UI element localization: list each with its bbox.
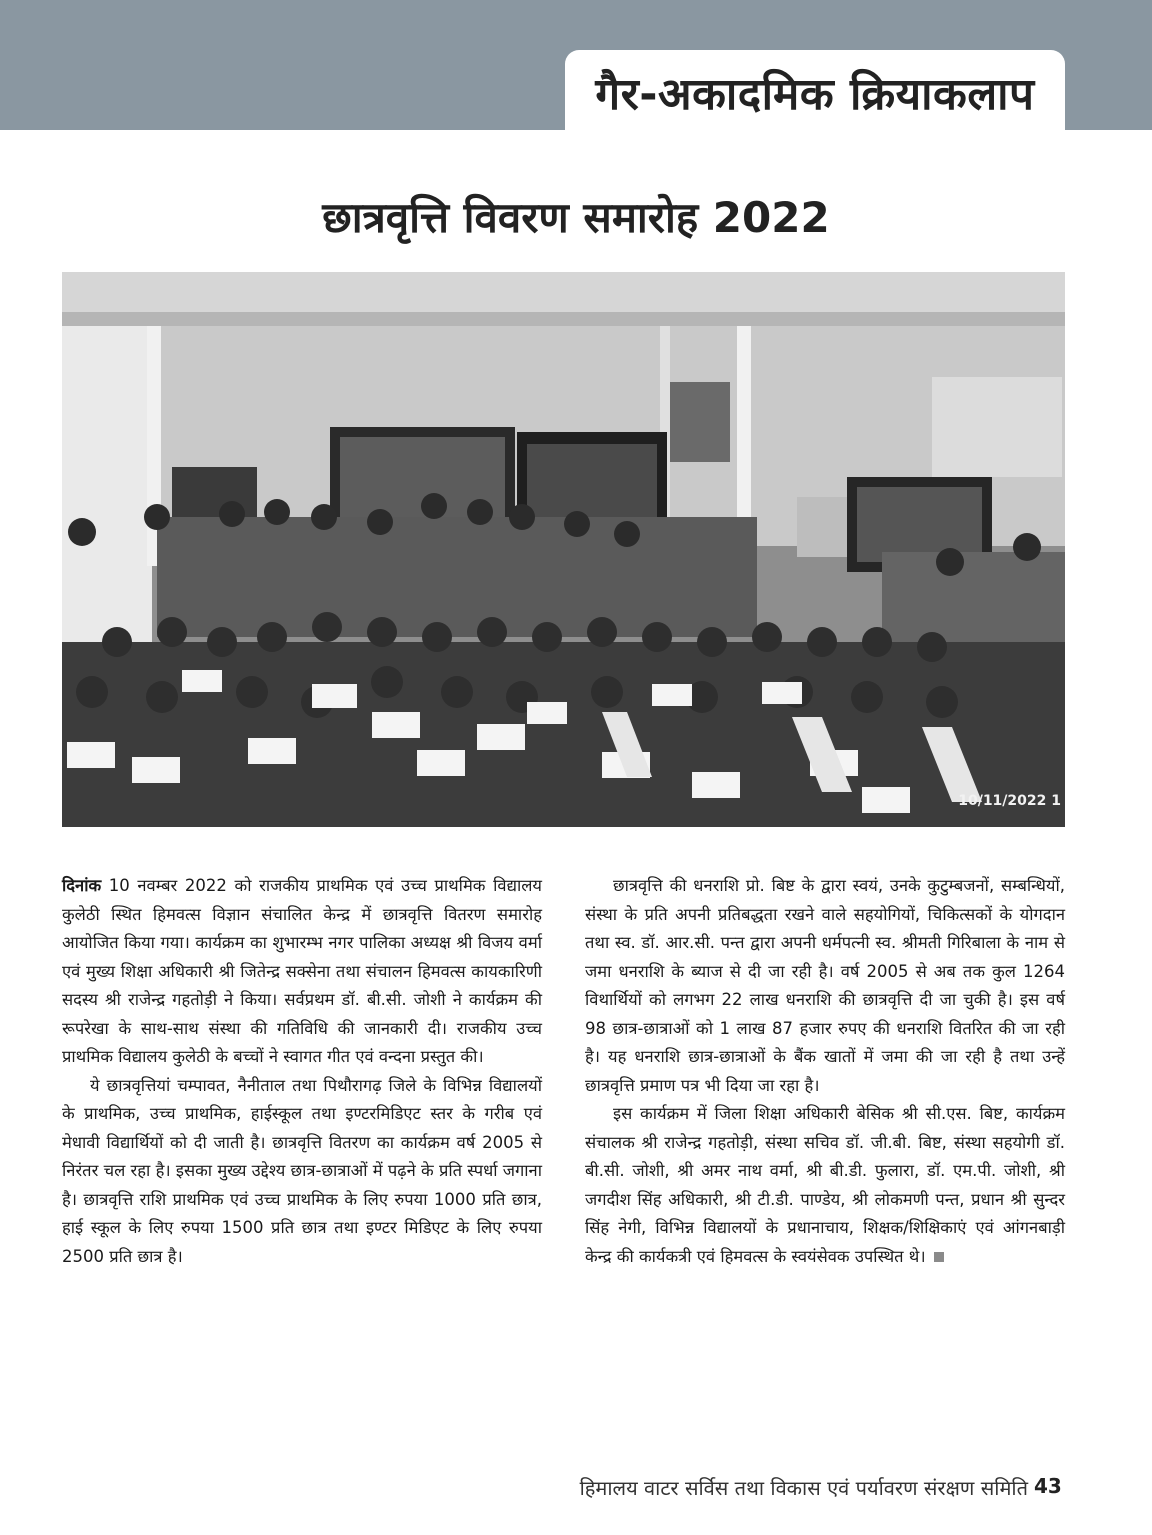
end-square-icon: [934, 1252, 944, 1262]
right-paragraph-2-text: इस कार्यक्रम में जिला शिक्षा अधिकारी बेसिक श्री सी.एस. बिष्ट, कार्यक्रम संचालक श्री राजेन्द्र गहतोड़ी, संस्था सचिव डॉ. जी.बी. बिष्ट, संस्था सहयोगी डॉ. बी.सी. जोशी, श्री अमर नाथ वर्मा, श्री बी.डी. फुलारा, डॉ. एम.पी. जोशी, श्री जगदीश सिंह अधिकारी, श्री टी.डी. पाण्डेय, श्री लोकमणी पन्त, प्रधान श्री सुन्दर सिंह नेगी, विभिन्न विद्यालयों के प्रधानाचाय, शिक्षक/शिक्षिकाएं एवं आंगनबाड़ी केन्द्र की कार्यकत्री एवं हिमवत्स के स्वयंसेवक उपस्थित थे।: [585, 1104, 1065, 1266]
right-paragraph-2: [585, 1100, 1065, 1271]
right-paragraph-1: छात्रवृत्ति की धनराशि प्रो. बिष्ट के द्वारा स्वयं, उनके कुटुम्बजनों, सम्बन्धियों, संस्था के प्रति अपनी प्रतिबद्धता रखने वाले सहयोगियों, चिकित्सकों के योगदान तथा स्व. डॉ. आर.सी. पन्त द्वारा अपनी धर्मपत्नी स्व. श्रीमती गिरिबाला के नाम से जमा धनराशि के ब्याज से दी जा रही है। वर्ष 2005 से अब तक कुल 1264 विथार्थियों को लगभग 22 लाख धनराशि की छात्रवृत्ति दी जा चुकी है। इस वर्ष 98 छात्र-छात्राओं को 1 लाख 87 हजार रुपए की धनराशि वितरित की जा रही है। यह धनराशि छात्र-छात्राओं के बैंक खातों में जमा की जा रही है तथा उन्हें छात्रवृत्ति प्रमाण पत्र भी दिया जा रहा है।: [585, 876, 1065, 1095]
page-number: 43: [1034, 1474, 1062, 1498]
event-photo: [62, 272, 1065, 827]
section-title: गैर-अकादमिक क्रियाकलाप: [595, 69, 1035, 120]
left-paragraph-1: [62, 872, 542, 1072]
left-paragraph-2: ये छात्रवृत्तियां चम्पावत, नैनीताल तथा पिथौरागढ़ जिले के विभिन्न विद्यालयों के प्राथमिक, उच्च प्राथमिक, हाईस्कूल तथा इण्टरमिडिएट स्तर के गरीब एवं मेधावी विद्यार्थियों को दी जाती है। छात्रवृत्ति वितरण का कार्यक्रम वर्ष 2005 से निरंतर चल रहा है। इसका मुख्य उद्देश्य छात्र-छात्राओं में पढ़ने के प्रति स्पर्धा जगाना है। छात्रवृत्ति राशि प्राथमिक एवं उच्च प्राथमिक के लिए रुपया 1000 प्रति छात्र, हाई स्कूल के लिए रुपया 1500 प्रति छात्र तथा इण्टर मिडिएट के लिए रुपया 2500 प्रति छात्र है।: [62, 1075, 542, 1266]
right-column: [585, 872, 1065, 1271]
left-column: [62, 872, 542, 1271]
footer-organization: हिमालय वाटर सर्विस तथा विकास एवं पर्यावरण संरक्षण समिति: [579, 1476, 1028, 1500]
article-title: छात्रवृत्ति विवरण समारोह 2022: [322, 193, 830, 242]
left-paragraph-1-text: 10 नवम्बर 2022 को राजकीय प्राथमिक एवं उच्च प्राथमिक विद्यालय कुलेठी स्थित हिमवत्स विज्ञान संचालित केन्द्र में छात्रवृत्ति वितरण समारोह आयोजित किया गया। कार्यक्रम का शुभारम्भ नगर पालिका अध्यक्ष श्री विजय वर्मा एवं मुख्य शिक्षा अधिकारी श्री जितेन्द्र सक्सेना तथा संचालन हिमवत्स कायकारिणी सदस्य श्री राजेन्द्र गहतोड़ी ने किया। सर्वप्रथम डॉ. बी.सी. जोशी ने कार्यक्रम की रूपरेखा के साथ-साथ संस्था की गतिविधि की जानकारी दी। राजकीय उच्च प्राथमिक विद्यालय कुलेठी के बच्चों ने स्वागत गीत एवं वन्दना प्रस्तुत की।: [62, 876, 542, 1066]
photo-timestamp: 10/11/2022 1: [958, 793, 1061, 809]
event-photo-graphic: [62, 272, 1065, 827]
date-lead-word: दिनांक: [62, 876, 102, 895]
